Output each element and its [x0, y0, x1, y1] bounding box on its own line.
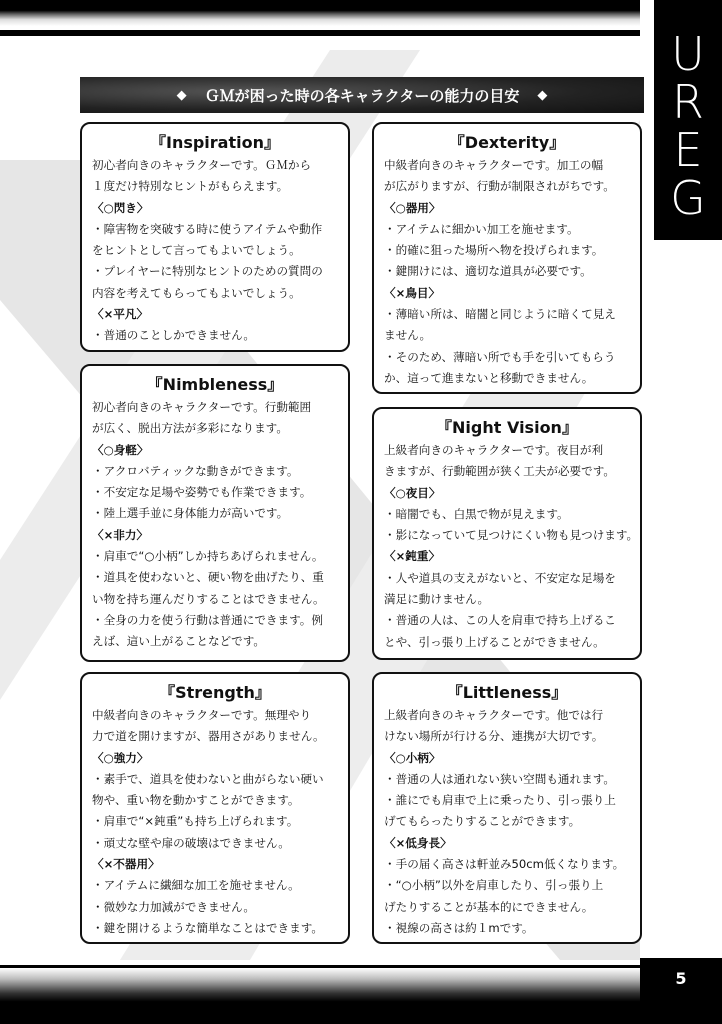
character-box-nimbleness: [80, 364, 350, 662]
character-title: 『Inspiration』: [149, 133, 280, 152]
body-line: ・普通のことしかできません。: [92, 328, 256, 343]
body-line: ・“○小柄”以外を肩車したり、引っ張り上: [384, 878, 604, 893]
body-line: ・道具を使わないと、硬い物を曲げたり、重: [92, 570, 324, 585]
trait-heading: 〈○小柄〉: [384, 750, 441, 765]
character-title: 『Dexterity』: [448, 133, 566, 152]
trait-heading: 〈○身軽〉: [92, 442, 149, 457]
body-line: ・そのため、薄暗い所でも手を引いてもらう: [384, 349, 616, 364]
section-title: ＧＭが困った時の各キャラクターの能力の目安: [204, 86, 520, 105]
body-line: ・手の届く高さは軒並み50cm低くなります。: [384, 857, 625, 872]
character-box-inspiration: [80, 122, 350, 352]
trait-heading: 〈×低身長〉: [384, 835, 452, 850]
top-rule: [0, 30, 640, 36]
character-box-dexterity: [372, 122, 642, 394]
body-line: ・全身の力を使う行動は普通にできます。例: [92, 612, 323, 627]
trait-heading: 〈×鈍重〉: [384, 549, 441, 564]
body-line: ・鍵開けには、適切な道具が必要です。: [384, 264, 592, 279]
trait-heading: 〈×鳥目〉: [384, 285, 441, 300]
trait-heading: 〈○夜目〉: [384, 485, 441, 500]
body-line: ・アイテムに繊細な加工を施せません。: [92, 878, 300, 893]
trait-heading: 〈○閃き〉: [92, 200, 149, 215]
body-line: ・微妙な力加減ができません。: [92, 899, 256, 914]
page-number-tab: [640, 998, 722, 1024]
body-line: ・肩車で“×鈍重”も持ち上げられます。: [92, 814, 299, 829]
top-bar: [0, 0, 640, 26]
body-line: ・暗闇でも、白黒で物が見えます。: [384, 506, 569, 521]
body-line: ・視線の高さは約１mです。: [384, 920, 534, 935]
body-line: げてもらったりすることができます。: [384, 814, 581, 829]
body-line: ・プレイヤーに特別なヒントのための質問の: [92, 264, 323, 279]
character-title: 『Littleness』: [446, 683, 568, 702]
side-tab-letter: G: [670, 171, 706, 225]
body-line: ・影になっていて見つけにくい物も見つけます。: [384, 528, 639, 543]
section-header: [80, 77, 644, 113]
body-line: えば、這い上がることなどです。: [92, 634, 265, 649]
trait-heading: 〈○強力〉: [92, 750, 149, 765]
body-line: ません。: [384, 328, 432, 343]
side-tab-letter: U: [671, 27, 705, 81]
body-line: ・素手で、道具を使わないと曲がらない硬い: [92, 771, 324, 786]
character-box-strength: [80, 672, 350, 944]
trait-heading: 〈×不器用〉: [92, 857, 160, 872]
body-line: が広がりますが、行動が制限されがちです。: [384, 179, 615, 194]
body-line: 上級者向きのキャラクターです。他では行: [384, 708, 604, 722]
body-line: 力で道を開けますが、器用さがありません。: [92, 729, 325, 744]
character-box-nightvision: [372, 407, 642, 660]
body-line: が広く、脱出方法が多彩になります。: [92, 421, 288, 436]
body-line: 初心者向きのキャラクターです。ＧＭから: [92, 158, 312, 172]
page-number: 5: [640, 958, 722, 998]
diamond-icon: ◆: [176, 87, 187, 103]
body-line: い物を持ち運んだりすることはできません。: [92, 591, 325, 606]
side-tab-letter: R: [672, 75, 704, 129]
body-line: げたりすることが基本的にできません。: [384, 899, 594, 914]
body-line: ・不安定な足場や姿勢でも作業できます。: [92, 485, 312, 500]
body-line: ・頑丈な壁や扉の破壊はできません。: [92, 835, 290, 850]
side-tab-letter: E: [673, 123, 703, 177]
body-line: ・肩車で“○小柄”しか持ちあげられません。: [92, 549, 324, 564]
body-line: 満足に動けません。: [384, 592, 490, 607]
body-line: とや、引っ張り上げることができません。: [384, 634, 605, 649]
body-line: か、這って進まないと移動できません。: [384, 370, 594, 385]
trait-heading: 〈×平凡〉: [92, 307, 149, 322]
body-line: ・陸上選手並に身体能力が高いです。: [92, 506, 289, 521]
body-line: ・人や道具の支えがないと、不安定な足場を: [384, 570, 616, 585]
body-line: ・誰にでも肩車で上に乗ったり、引っ張り上: [384, 793, 616, 808]
body-line: ・普通の人は通れない狭い空間も通れます。: [384, 771, 615, 786]
body-line: １度だけ特別なヒントがもらえます。: [92, 179, 289, 194]
body-line: 上級者向きのキャラクターです。夜目が利: [384, 443, 604, 457]
character-title: 『Strength』: [159, 683, 271, 702]
trait-heading: 〈×非力〉: [92, 527, 149, 542]
trait-heading: 〈○器用〉: [384, 200, 441, 215]
body-line: 中級者向きのキャラクターです。加工の幅: [384, 158, 604, 172]
body-line: ・薄暗い所は、暗闇と同じように暗くて見え: [384, 307, 616, 322]
body-line: けない場所が行ける分、連携が大切です。: [384, 729, 604, 744]
body-line: ・鍵を開けるような簡単なことはできます。: [92, 920, 323, 935]
body-line: 中級者向きのキャラクターです。無理やり: [92, 708, 312, 722]
body-line: ・障害物を突破する時に使うアイテムや動作: [92, 221, 323, 236]
body-line: ・アクロバティックな動きができます。: [92, 463, 299, 478]
character-title: 『Night Vision』: [436, 418, 578, 437]
body-line: 初心者向きのキャラクターです。行動範囲: [92, 400, 312, 414]
character-title: 『Nimbleness』: [146, 375, 284, 394]
body-line: ・的確に狙った場所へ物を投げられます。: [384, 243, 604, 258]
body-line: きますが、行動範囲が狭く工夫が必要です。: [384, 464, 615, 479]
bottom-bar: [0, 968, 640, 1024]
diamond-icon: ◆: [537, 87, 548, 103]
body-line: 物や、重い物を動かすことができます。: [92, 793, 300, 808]
body-line: ・アイテムに細かい加工を施せます。: [384, 221, 579, 236]
body-line: をヒントとして言ってもよいでしょう。: [92, 243, 301, 258]
side-tab: [654, 0, 722, 240]
body-line: ・普通の人は、この人を肩車で持ち上げるこ: [384, 613, 616, 628]
body-line: 内容を考えてもらってもよいでしょう。: [92, 285, 301, 300]
character-box-littleness: [372, 672, 642, 944]
